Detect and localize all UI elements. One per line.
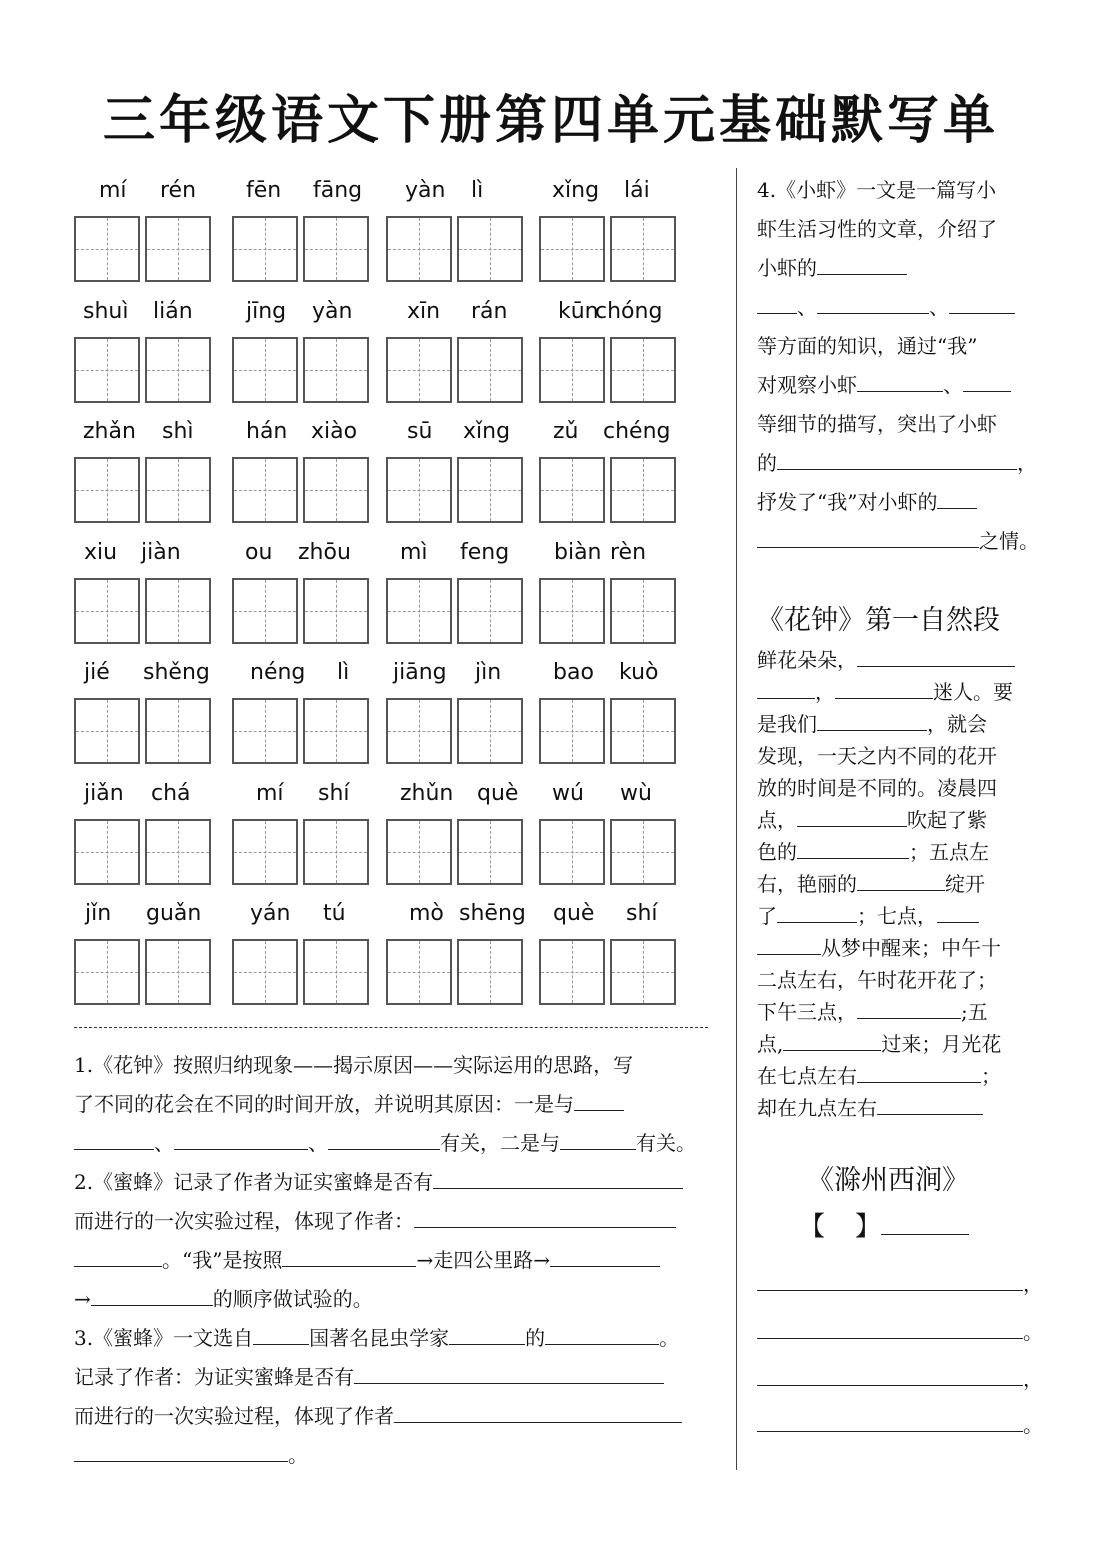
q4-blank-9[interactable] [757,527,979,548]
q3-blank-3[interactable] [545,1324,659,1345]
hz-line-2: ， 迷人。要 [757,678,1013,706]
pinyin-syllable: lái [624,178,650,203]
poem-blank-4[interactable] [757,1411,1023,1432]
writing-box[interactable] [74,216,140,282]
writing-box[interactable] [74,819,140,885]
hz-blank-8[interactable] [777,902,857,923]
writing-box[interactable] [539,698,605,764]
writing-box[interactable] [303,578,369,644]
hz-line-11: 二点左右，午时花开花了； [757,968,997,992]
q3-blank-4[interactable] [354,1363,664,1384]
writing-box[interactable] [74,578,140,644]
pinyin-syllable: rèn [610,540,647,565]
pinyin-syllable: tú [323,901,346,926]
q4-line-5: 等方面的知识，通过“我” [757,334,978,358]
pinyin-syllable: sū [407,419,433,444]
pinyin-syllable: jiāng [393,660,447,685]
writing-box[interactable] [539,457,605,523]
poem-blank-1[interactable] [757,1270,1023,1291]
q1-line-1: 1.《花钟》按照归纳现象——揭示原因——实际运用的思路，写 [74,1053,634,1077]
writing-box[interactable] [303,698,369,764]
writing-box[interactable] [457,939,523,1005]
q4-line-1: 4.《小虾》一文是一篇写小 [757,178,997,202]
poem-line-3: ， [757,1365,1043,1393]
pinyin-syllable: yàn [312,299,353,324]
writing-box[interactable] [232,337,298,403]
q4-blank-1[interactable] [817,254,907,275]
q4-line-6: 对观察小虾 、 [757,371,1011,399]
writing-box[interactable] [539,216,605,282]
pinyin-syllable: xǐng [463,419,511,444]
pinyin-syllable: fāng [313,178,363,203]
writing-box[interactable] [386,216,452,282]
poem-author-line: 【 】 [799,1208,969,1244]
pinyin-syllable: biàn [554,540,602,565]
q3-blank-2[interactable] [449,1324,525,1345]
hz-blank-1[interactable] [857,646,1015,667]
writing-box[interactable] [386,698,452,764]
hz-blank-6[interactable] [797,838,909,859]
pinyin-syllable: kūn [558,299,599,324]
writing-box[interactable] [145,216,211,282]
pinyin-syllable: xǐng [552,178,600,203]
pinyin-syllable: zǔ [553,419,579,444]
writing-box[interactable] [145,457,211,523]
hz-line-6: 点， 吹起了紫 [757,808,987,832]
q3-line-4: 。 [74,1441,308,1469]
writing-box[interactable] [74,457,140,523]
hz-blank-14[interactable] [877,1094,983,1115]
hz-line-4: 发现，一天之内不同的花开 [757,744,997,768]
writing-box[interactable] [232,216,298,282]
q1-line-2: 了不同的花会在不同的时间开放，并说明其原因：一是与 [74,1090,624,1118]
pinyin-syllable: shì [162,419,194,444]
q4-blank-5[interactable] [857,371,943,392]
q1-line-3: 、 、 有关，二是与 有关。 [74,1129,696,1157]
hz-line-9: 了 ；七点， [757,902,979,930]
q4-line-7: 等细节的描写，突出了小虾 [757,412,997,436]
hz-line-1: 鲜花朵朵， [757,646,1015,674]
pinyin-syllable: jìn [475,660,502,685]
q4-line-2: 虾生活习性的文章，介绍了 [757,217,997,241]
pinyin-syllable: mò [409,901,444,926]
poem-blank-2[interactable] [757,1318,1023,1339]
pinyin-syllable: mí [256,781,284,806]
writing-box[interactable] [232,457,298,523]
q4-line-10: 之情。 [757,527,1039,555]
writing-box[interactable] [386,337,452,403]
pinyin-syllable: yán [250,901,291,926]
poem-line-4: 。 [757,1411,1043,1439]
pinyin-syllable: yàn [405,178,446,203]
page-title: 三年级语文下册第四单元基础默写单 [102,90,999,151]
writing-box[interactable] [386,457,452,523]
column-divider [736,168,737,1470]
q4-line-4: 、 、 [757,293,1015,321]
hz-line-10: 从梦中醒来；中午十 [757,934,1001,962]
pinyin-syllable: kuò [619,660,659,685]
writing-box[interactable] [610,337,676,403]
pinyin-syllable: feng [460,540,510,565]
writing-box[interactable] [610,819,676,885]
pinyin-syllable: mì [400,540,428,565]
pinyin-syllable: jīng [246,299,287,324]
q2-line-2: 而进行的一次实验过程，体现了作者： [74,1207,676,1235]
writing-box[interactable] [457,698,523,764]
pinyin-syllable: mí [99,178,127,203]
pinyin-syllable: lì [471,178,484,203]
pinyin-syllable: chéng [603,419,671,444]
writing-box[interactable] [232,819,298,885]
writing-box[interactable] [145,698,211,764]
q2-line-1: 2.《蜜蜂》记录了作者为证实蜜蜂是否有 [74,1168,683,1196]
writing-box[interactable] [386,939,452,1005]
writing-box[interactable] [610,698,676,764]
hz-line-14: 在七点左右 ； [757,1064,1001,1088]
pinyin-syllable: jǐn [85,901,112,926]
hz-blank-9[interactable] [937,902,979,923]
pinyin-syllable: rán [471,299,508,324]
pinyin-syllable: rén [160,178,197,203]
pinyin-syllable: lì [337,660,350,685]
writing-box[interactable] [610,578,676,644]
writing-box[interactable] [457,578,523,644]
pinyin-syllable: shí [626,901,658,926]
pinyin-syllable: shí [318,781,350,806]
writing-box[interactable] [457,457,523,523]
q3-line-1: 3.《蜜蜂》一文选自 国著名昆虫学家 的 。 [74,1326,680,1350]
poem-blank-3[interactable] [757,1365,1023,1386]
writing-box[interactable] [232,698,298,764]
q2-blank-6[interactable] [91,1285,213,1306]
writing-box[interactable] [610,939,676,1005]
pinyin-syllable: zhǎn [83,419,136,444]
q2-line-3: 。“我”是按照 →走四公里路→ [74,1246,660,1274]
pinyin-syllable: xiu [84,540,118,565]
huazhong-heading: 《花钟》第一自然段 [757,605,1000,636]
q2-blank-5[interactable] [550,1246,660,1267]
pinyin-syllable: bao [553,660,594,685]
hz-blank-3[interactable] [835,678,933,699]
hz-blank-7[interactable] [857,870,945,891]
q3-blank-1[interactable] [253,1324,309,1345]
q3-blank-5[interactable] [394,1402,682,1423]
writing-box[interactable] [303,939,369,1005]
pinyin-syllable: fēn [246,178,282,203]
pinyin-syllable: què [477,781,519,806]
pinyin-syllable: zhōu [298,540,351,565]
writing-box[interactable] [303,216,369,282]
section-divider [74,1027,708,1028]
q4-line-9: 抒发了“我”对小虾的 [757,488,977,516]
hz-line-3: 是我们 ，就会 [757,712,987,736]
q2-blank-2[interactable] [414,1207,676,1228]
hz-blank-13[interactable] [857,1062,981,1083]
hz-line-7: 色的 ；五点左 [757,840,989,864]
pinyin-syllable: chá [151,781,191,806]
q1-blank-3[interactable] [174,1129,308,1150]
pinyin-syllable: ou [245,540,273,565]
q4-line-3: 小虾的 [757,254,907,282]
writing-box[interactable] [457,819,523,885]
q4-blank-3[interactable] [817,293,929,314]
q2-line-4: → 的顺序做试验的。 [74,1287,373,1311]
hz-line-12: 下午三点， ;五 [757,1000,988,1024]
hz-blank-12[interactable] [783,1030,881,1051]
pinyin-syllable: xīn [407,299,441,324]
q4-blank-4[interactable] [949,293,1015,314]
pinyin-syllable: jié [84,660,110,685]
writing-box[interactable] [303,337,369,403]
pinyin-syllable: hán [246,419,288,444]
pinyin-syllable: shěng [143,660,210,685]
q2-blank-3[interactable] [74,1246,162,1267]
chuzhou-heading: 《滁州西涧》 [807,1165,969,1196]
writing-box[interactable] [145,819,211,885]
writing-box[interactable] [74,337,140,403]
hz-line-8: 右，艳丽的 绽开 [757,872,985,896]
q4-blank-2[interactable] [757,293,797,314]
q4-blank-6[interactable] [963,371,1011,392]
q1-blank-1[interactable] [574,1090,624,1111]
poem-line-1: ， [757,1270,1043,1298]
writing-box[interactable] [74,939,140,1005]
q1-blank-4[interactable] [328,1129,440,1150]
pinyin-syllable: shēng [459,901,526,926]
writing-box[interactable] [145,578,211,644]
writing-box[interactable] [457,216,523,282]
q4-blank-8[interactable] [937,488,977,509]
pinyin-syllable: chóng [595,299,663,324]
pinyin-syllable: wù [620,781,652,806]
writing-box[interactable] [232,939,298,1005]
pinyin-syllable: wú [552,781,584,806]
writing-box[interactable] [539,337,605,403]
q3-line-3: 而进行的一次实验过程，体现了作者 [74,1402,682,1430]
pinyin-syllable: guǎn [146,901,202,926]
pinyin-syllable: zhǔn [400,781,454,806]
writing-box[interactable] [303,819,369,885]
writing-box[interactable] [145,337,211,403]
writing-box[interactable] [457,337,523,403]
writing-box[interactable] [539,578,605,644]
pinyin-syllable: jiǎn [84,781,124,806]
poem-author-blank[interactable] [881,1208,969,1235]
hz-blank-4[interactable] [817,710,927,731]
writing-box[interactable] [386,578,452,644]
q4-line-8: 的 ， [757,451,1037,475]
hz-blank-10[interactable] [757,934,821,955]
pinyin-syllable: néng [250,660,306,685]
q1-blank-2[interactable] [74,1129,154,1150]
writing-box[interactable] [145,939,211,1005]
poem-line-2: 。 [757,1318,1043,1346]
pinyin-syllable: shuì [83,299,129,324]
hz-line-13: 点, 过来；月光花 [757,1032,1002,1056]
q2-blank-4[interactable] [282,1246,416,1267]
writing-box[interactable] [232,578,298,644]
writing-box[interactable] [303,457,369,523]
q1-blank-5[interactable] [560,1129,636,1150]
hz-line-5: 放的时间是不同的。凌晨四 [757,776,997,800]
pinyin-syllable: xiào [311,419,358,444]
writing-box[interactable] [539,939,605,1005]
hz-line-15: 却在九点左右 [757,1094,983,1122]
writing-box[interactable] [386,819,452,885]
writing-box[interactable] [610,457,676,523]
hz-blank-5[interactable] [797,806,907,827]
pinyin-syllable: lián [153,299,193,324]
q4-blank-7[interactable] [777,449,1017,470]
writing-box[interactable] [74,698,140,764]
writing-box[interactable] [610,216,676,282]
writing-box[interactable] [539,819,605,885]
pinyin-syllable: què [553,901,595,926]
q3-blank-6[interactable] [74,1441,288,1462]
hz-blank-11[interactable] [857,998,961,1019]
pinyin-syllable: jiàn [141,540,181,565]
q2-blank-1[interactable] [433,1168,683,1189]
q3-line-2: 记录了作者：为证实蜜蜂是否有 [74,1363,664,1391]
hz-blank-2[interactable] [757,678,815,699]
